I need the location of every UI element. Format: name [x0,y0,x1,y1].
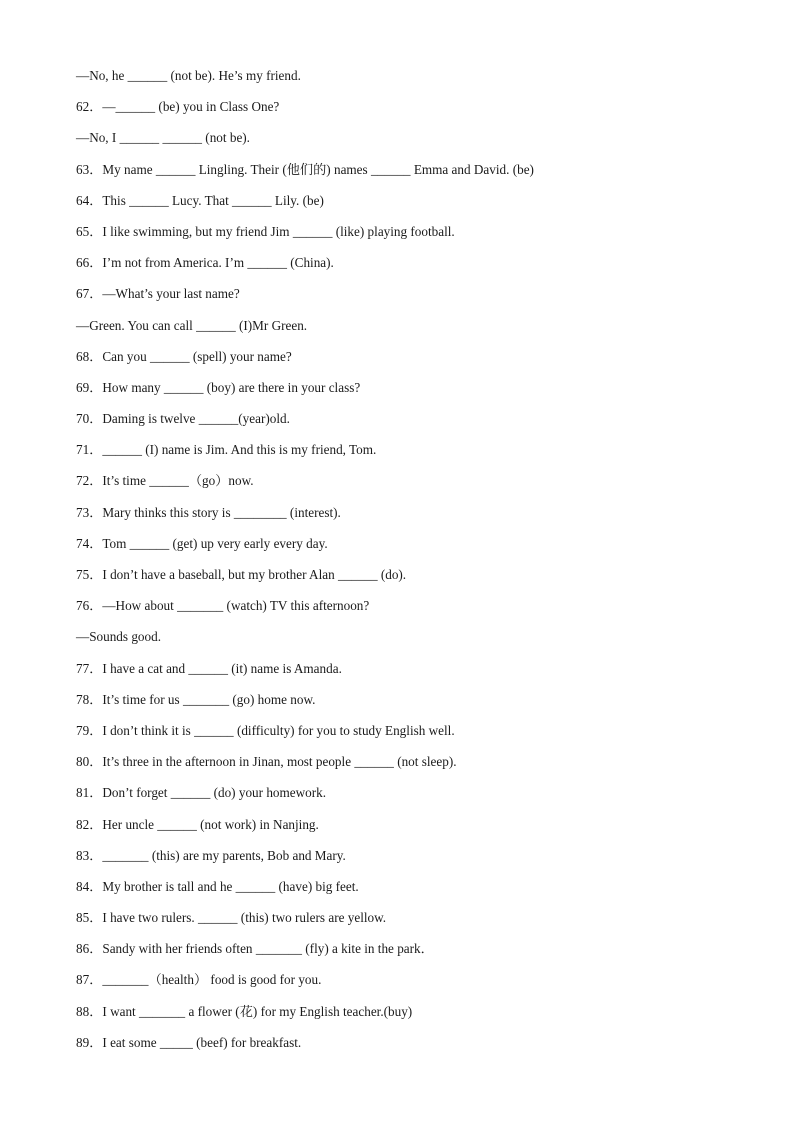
worksheet-page [76,66,756,1064]
question-line: 76．—How about _______ (watch) TV this afternoon? [76,598,370,614]
question-line: 71．______ (I) name is Jim. And this is my friend, Tom. [76,442,377,458]
question-line: —No, I ______ ______ (not be). [76,130,250,146]
question-line: 77．I have a cat and ______ (it) name is Amanda. [76,660,342,676]
question-line: 65．I like swimming, but my friend Jim ______ (like) playing football. [76,223,455,239]
question-line: 68．Can you ______ (spell) your name? [76,348,292,364]
question-line: 72．It’s time ______（go）now. [76,473,254,489]
question-line: 78．It’s time for us _______ (go) home now. [76,691,316,707]
question-line: 79．I don’t think it is ______ (difficulty) for you to study English well. [76,722,455,738]
question-line: 63．My name ______ Lingling. Their (他们的) names ______ Emma and David. (be) [76,161,534,177]
question-line: 73．Mary thinks this story is ________ (interest). [76,504,341,520]
question-line: 69．How many ______ (boy) are there in your class? [76,379,361,395]
question-line: 87．_______（health） food is good for you. [76,972,322,988]
question-line: 85．I have two rulers. ______ (this) two rulers are yellow. [76,910,387,926]
question-line: 62．—______ (be) you in Class One? [76,99,280,115]
question-line: 66．I’m not from America. I’m ______ (China). [76,255,334,271]
question-line: —No, he ______ (not be). He’s my friend. [76,68,301,83]
question-line: 67．—What’s your last name? [76,286,240,302]
question-line: —Sounds good. [76,629,161,645]
question-line: 82．Her uncle ______ (not work) in Nanjing. [76,816,319,832]
question-line: 88．I want _______ a flower (花) for my English teacher.(buy) [76,1003,413,1019]
question-line: 86．Sandy with her friends often _______ (fly) a kite in the park． [76,941,434,957]
question-line: 83．_______ (this) are my parents, Bob and Mary. [76,847,346,863]
question-line: 84．My brother is tall and he ______ (have) big feet. [76,878,359,894]
question-line: 70．Daming is twelve ______(year)old. [76,411,290,427]
question-line: 64．This ______ Lucy. That ______ Lily. (be) [76,192,324,208]
question-line: 75．I don’t have a baseball, but my brother Alan ______ (do). [76,567,407,582]
question-line: 74．Tom ______ (get) up very early every day. [76,535,328,551]
question-line: 89．I eat some _____ (beef) for breakfast. [76,1034,302,1050]
question-line: 80．It’s three in the afternoon in Jinan, most people ______ (not sleep). [76,754,457,770]
question-line: —Green. You can call ______ (I)Mr Green. [76,317,308,333]
question-line: 81．Don’t forget ______ (do) your homework. [76,785,327,801]
